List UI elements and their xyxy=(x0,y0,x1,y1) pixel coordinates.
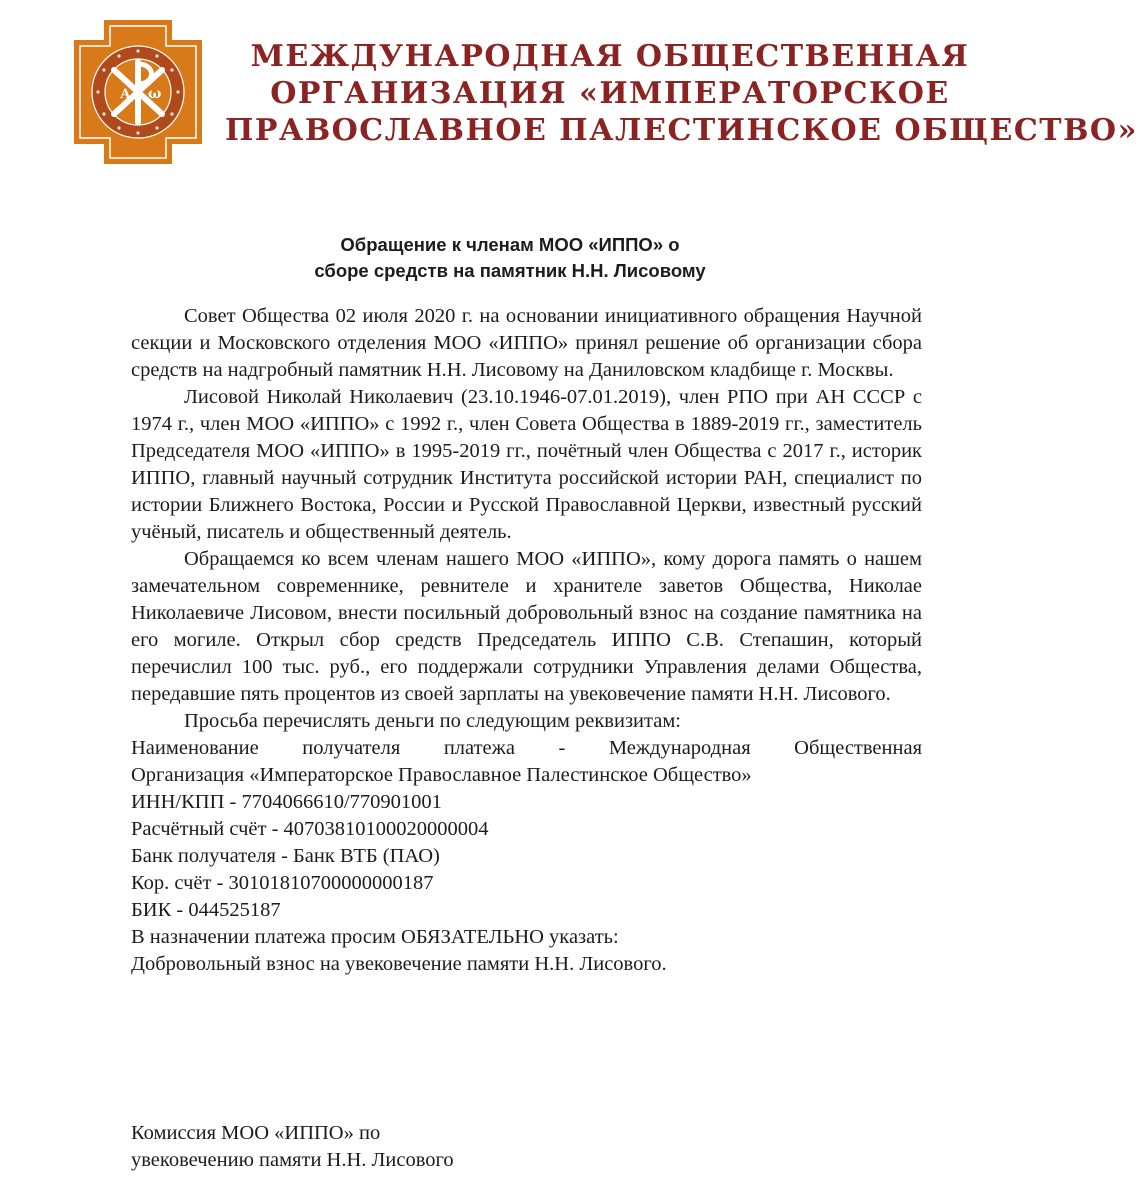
heading-line: Обращение к членам МОО «ИППО» о xyxy=(340,234,680,255)
inn-kpp: ИНН/КПП - 7704066610/770901001 xyxy=(131,791,442,813)
organization-title-line: ОРГАНИЗАЦИЯ «ИМПЕРАТОРСКОЕ xyxy=(270,76,950,111)
bik-code: БИК - 044525187 xyxy=(131,899,281,921)
payment-purpose-note: В назначении платежа просим ОБЯЗАТЕЛЬНО указать: xyxy=(131,926,619,948)
document-heading xyxy=(200,232,820,284)
ippo-emblem-logo xyxy=(72,18,204,166)
paragraph-biography: Лисовой Николай Николаевич (23.10.1946-07.01.2019), член РПО при АН СССР с 1974 г., член МОО «ИППО» с 1992 г., член Совета Общества в 1889-2019 гг., заместитель Председателя МОО «ИППО» в 1995-2019 гг., почётный член Общества с 2017 г., историк ИППО, главный научный сотрудник Института российской истории РАН, специалист по истории Ближнего Востока, России и Русской Православной Церкви, известный русский учёный, писатель и общественный деятель. xyxy=(131,386,922,543)
signature-block xyxy=(131,1120,631,1174)
settlement-account: Расчётный счёт - 40703810100020000004 xyxy=(131,818,489,840)
paragraph-council-decision: Совет Общества 02 июля 2020 г. на основании инициативного обращения Научной секции и Московского отделения МОО «ИППО» принял решение об организации сбора средств на надгробный памятник Н.Н. Лисовому на Даниловском кладбище г. Москвы. xyxy=(131,305,922,381)
recipient-bank: Банк получателя - Банк ВТБ (ПАО) xyxy=(131,845,440,867)
payment-request-line: Просьба перечислять деньги по следующим реквизитам: xyxy=(184,710,682,732)
organization-title-line: ПРАВОСЛАВНОЕ ПАЛЕСТИНСКОЕ ОБЩЕСТВО» xyxy=(225,113,1138,148)
emblem-letter-alpha: А xyxy=(120,87,131,102)
signature-line: увековечению памяти Н.Н. Лисового xyxy=(131,1149,454,1171)
organization-title-line: МЕЖДУНАРОДНАЯ ОБЩЕСТВЕННАЯ xyxy=(250,39,970,74)
signature-line: Комиссия МОО «ИППО» по xyxy=(131,1122,381,1144)
letter-body xyxy=(131,303,922,978)
organization-title xyxy=(225,38,1138,149)
paragraph-appeal: Обращаемся ко всем членам нашего МОО «ИППО», кому дорога память о нашем замечательном современнике, ревнителе и хранителе заветов Общества, Николае Николаевиче Лисовом, внести посильный добровольный взнос на создание памятника на его могиле. Открыл сбор средств Председатель ИППО С.В. Степашин, который перечислил 100 тыс. руб., его поддержали сотрудники Управления делами Общества, передавшие пять процентов из своей зарплаты на увековечение памяти Н.Н. Лисового. xyxy=(131,548,922,705)
recipient-name-line: Наименование получателя платежа - Международная Общественная xyxy=(131,737,922,759)
correspondent-account: Кор. счёт - 30101810700000000187 xyxy=(131,872,434,894)
emblem-letter-omega: ω xyxy=(148,86,162,102)
recipient-name-line: Организация «Императорское Православное Палестинское Общество» xyxy=(131,764,752,786)
payment-purpose-text: Добровольный взнос на увековечение памяти Н.Н. Лисового. xyxy=(131,953,667,975)
heading-line: сборе средств на памятник Н.Н. Лисовому xyxy=(314,260,706,281)
